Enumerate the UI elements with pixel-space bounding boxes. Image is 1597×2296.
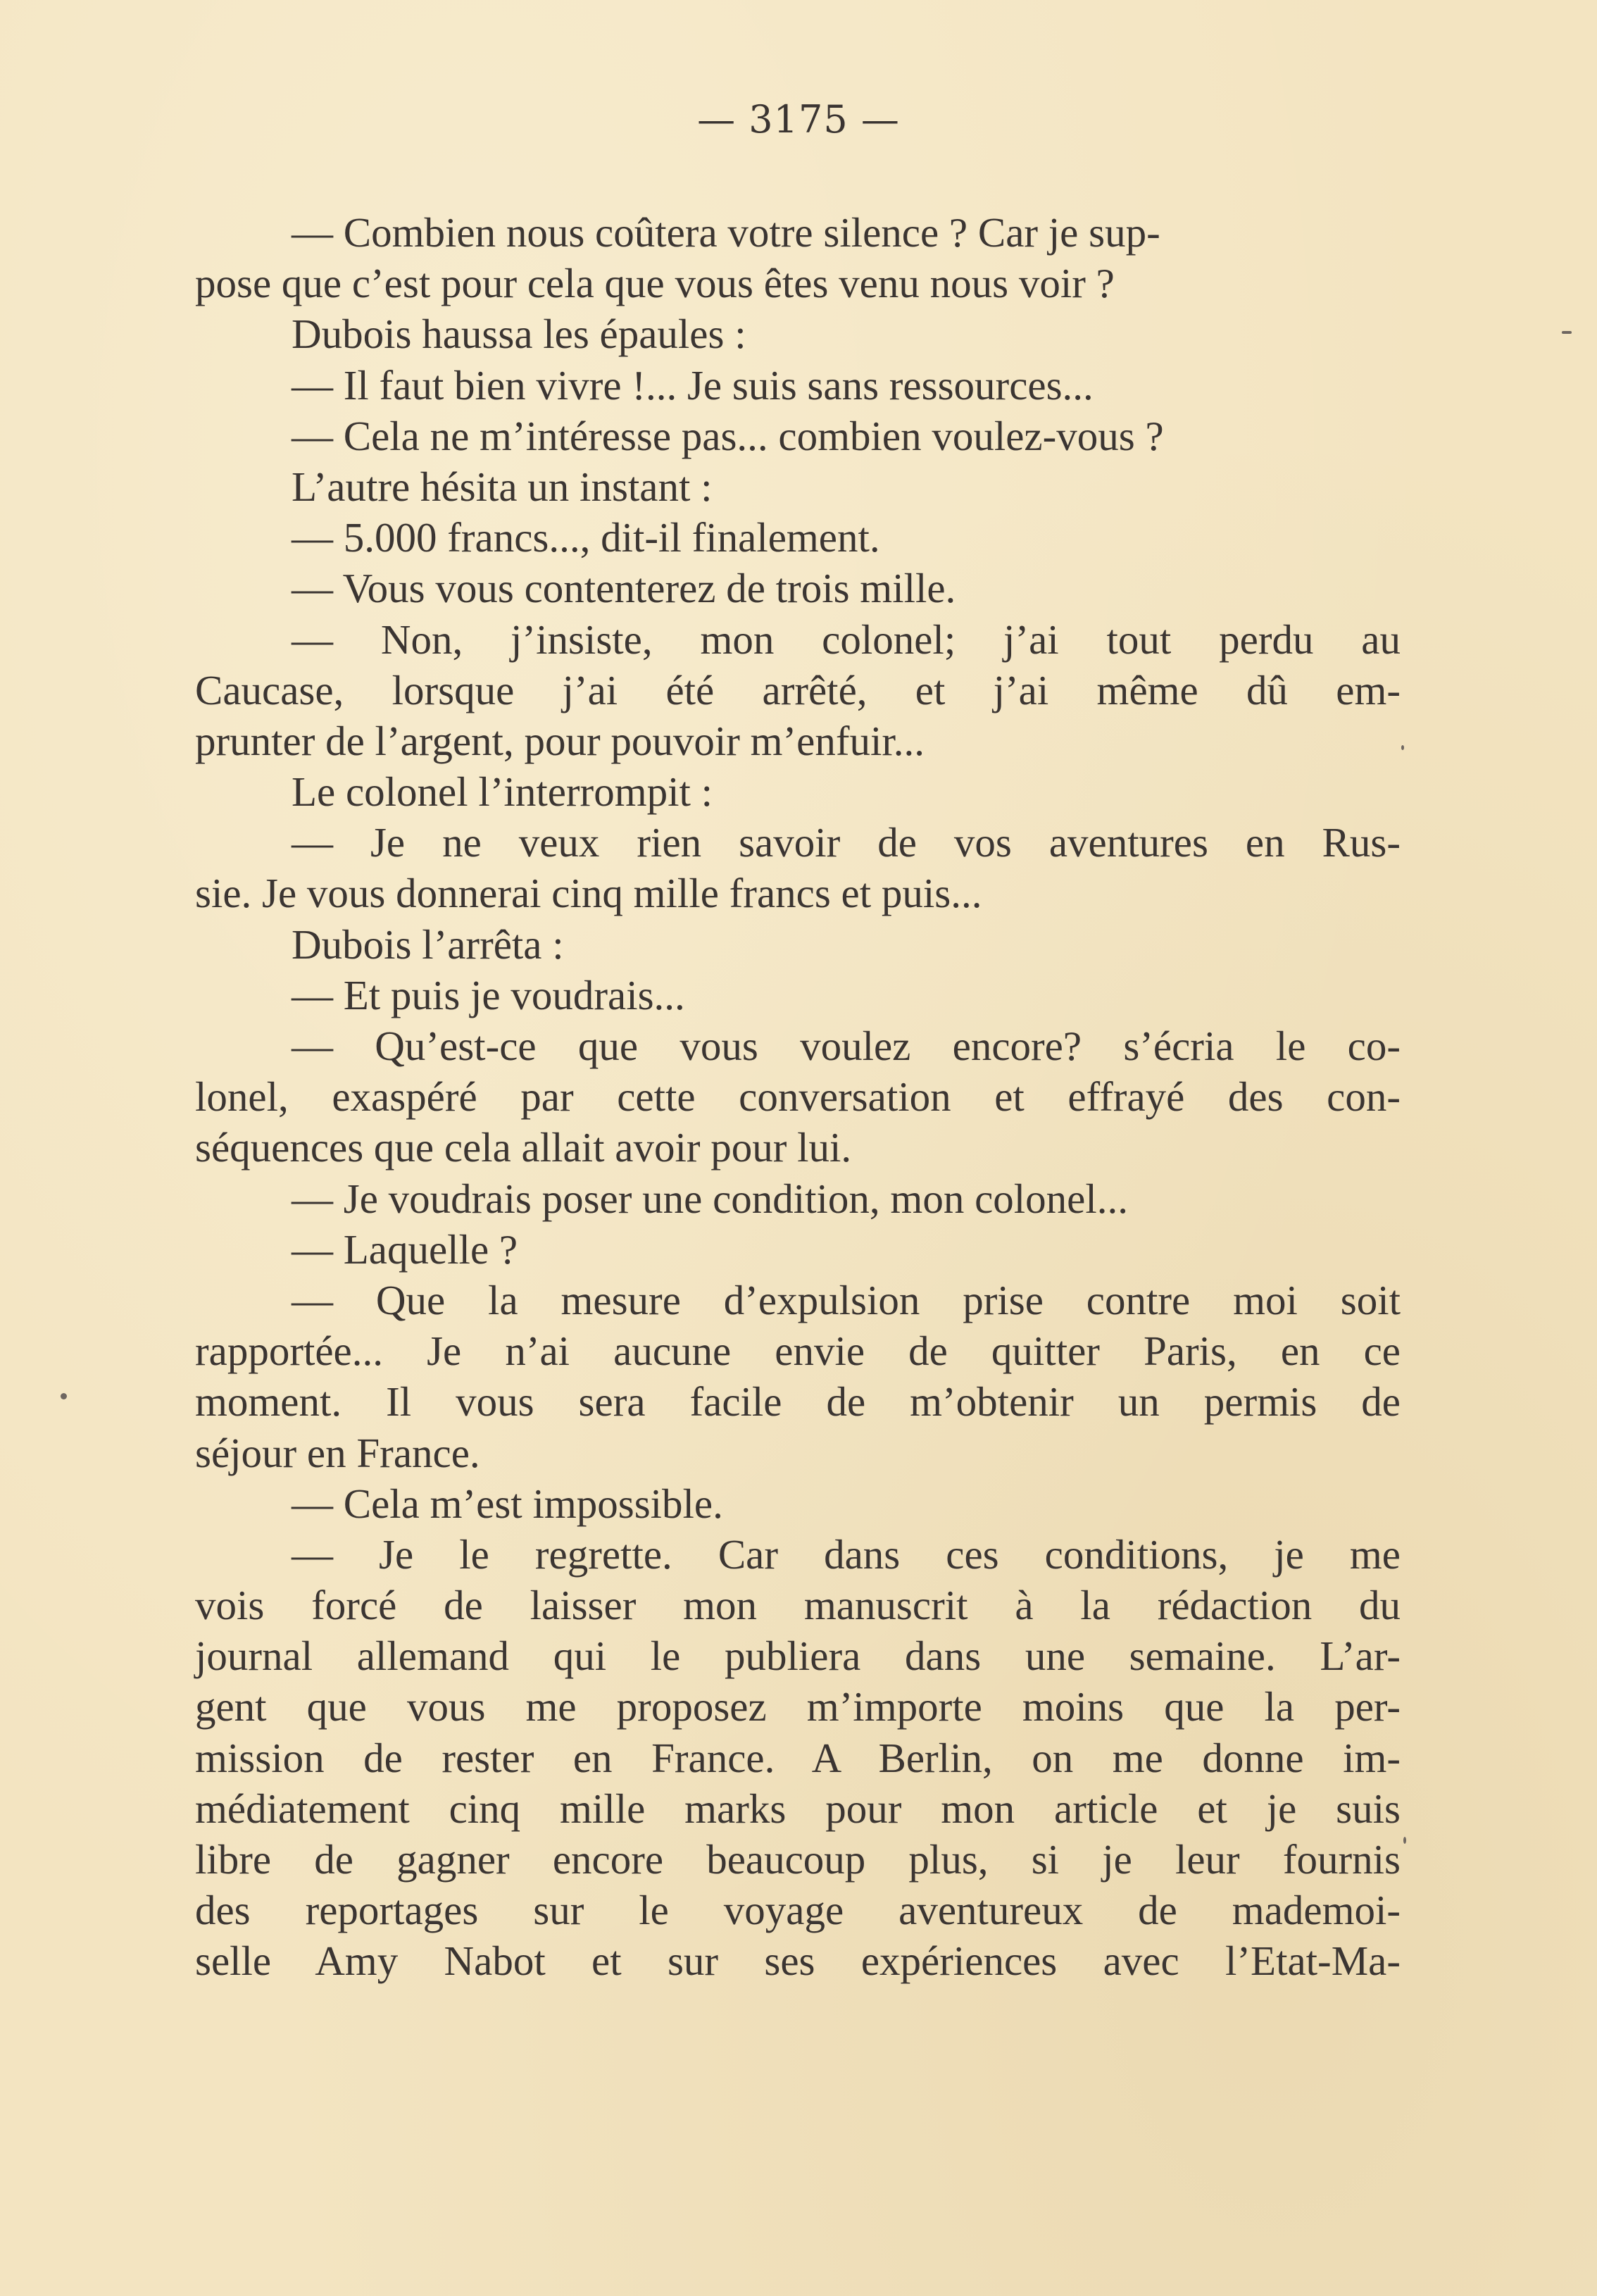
text-line: des reportages sur le voyage aventureux de mademoi-: [195, 1887, 1401, 1934]
paper-speck: [1401, 745, 1404, 750]
text-line: — Laquelle ?: [292, 1225, 518, 1273]
text-line: lonel, exaspéré par cette conversation et effrayé des con-: [195, 1073, 1401, 1121]
text-line: rapportée... Je n’ai aucune envie de quitter Paris, en ce: [195, 1328, 1401, 1375]
text-line: — Que la mesure d’expulsion prise contre moi soit: [292, 1276, 1401, 1323]
page-number: — 3175 —: [697, 97, 900, 142]
text-line: journal allemand qui le publiera dans une semaine. L’ar-: [195, 1633, 1401, 1680]
text-line: — Je ne veux rien savoir de vos aventures en Rus-: [292, 819, 1401, 866]
text-line: vois forcé de laisser mon manuscrit à la rédaction du: [195, 1582, 1401, 1629]
text-line: gent que vous me proposez m’importe moins que la per-: [195, 1683, 1401, 1730]
text-line: sie. Je vous donnerai cinq mille francs et puis...: [195, 870, 982, 917]
text-line: pose que c’est pour cela que vous êtes venu nous voir ?: [195, 260, 1115, 307]
text-line: séjour en France.: [195, 1429, 480, 1476]
text-line: — Et puis je voudrais...: [292, 971, 685, 1018]
text-line: prunter de l’argent, pour pouvoir m’enfuir...: [195, 717, 925, 764]
text-line: — Vous vous contenterez de trois mille.: [292, 565, 956, 612]
text-line: Dubois l’arrêta :: [292, 921, 564, 968]
body-text: [195, 207, 1401, 1987]
text-line: moment. Il vous sera facile de m’obtenir un permis de: [195, 1378, 1401, 1425]
text-line: — Qu’est-ce que vous voulez encore? s’écria le co-: [292, 1023, 1401, 1069]
text-line: — Je voudrais poser une condition, mon colonel...: [292, 1175, 1128, 1222]
text-line: libre de gagner encore beaucoup plus, si je leur fournis: [195, 1836, 1401, 1883]
text-line: — 5.000 francs..., dit-il finalement.: [292, 514, 880, 561]
text-line: L’autre hésita un instant :: [292, 463, 713, 510]
text-line: Dubois haussa les épaules :: [292, 311, 746, 358]
text-line: mission de rester en France. A Berlin, on me donne im-: [195, 1734, 1401, 1781]
text-line: Le colonel l’interrompit :: [292, 768, 713, 816]
text-line: — Non, j’insiste, mon colonel; j’ai tout perdu au: [292, 616, 1401, 663]
text-line: Caucase, lorsque j’ai été arrêté, et j’ai même dû em-: [195, 666, 1401, 713]
text-line: — Je le regrette. Car dans ces conditions, je me: [292, 1530, 1401, 1578]
text-line: — Il faut bien vivre !... Je suis sans ressources...: [292, 361, 1094, 408]
paper-speck: [61, 1393, 67, 1399]
text-line: séquences que cela allait avoir pour lui.: [195, 1124, 852, 1171]
paper-speck: [1403, 1837, 1406, 1844]
text-line: selle Amy Nabot et sur ses expériences avec l’Etat-Ma-: [195, 1938, 1401, 1985]
text-line: — Cela ne m’intéresse pas... combien voulez-vous ?: [292, 412, 1164, 459]
text-line: — Cela m’est impossible.: [292, 1480, 723, 1527]
text-line: médiatement cinq mille marks pour mon article et je suis: [195, 1785, 1401, 1832]
paper-speck: [1562, 331, 1572, 334]
text-line: — Combien nous coûtera votre silence ? Car je sup-: [292, 209, 1160, 256]
